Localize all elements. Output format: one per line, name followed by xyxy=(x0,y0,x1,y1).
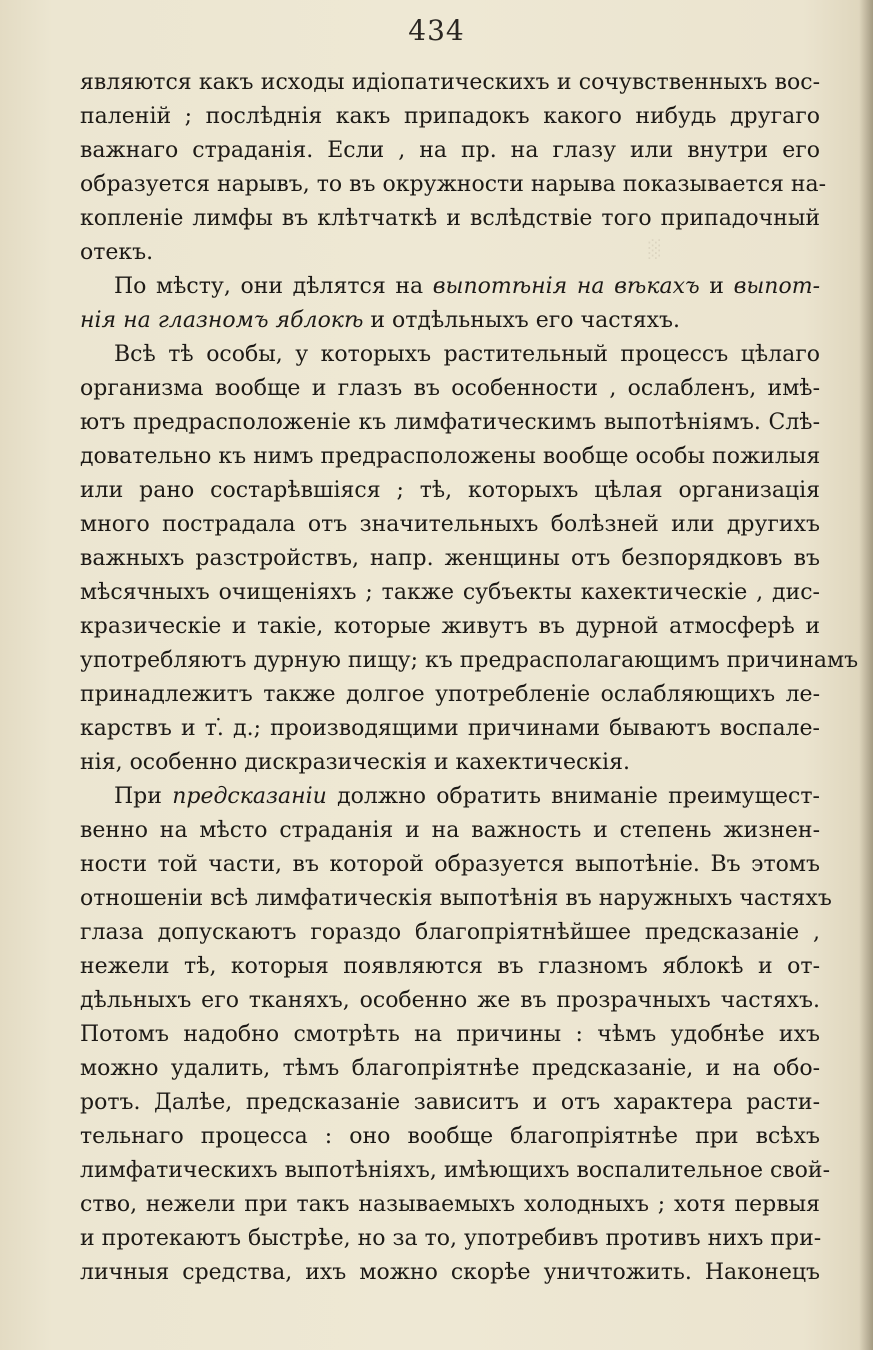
page-edge-shadow xyxy=(859,0,873,1350)
text-line: паленій ; послѣднія какъ припадокъ какого нибудь другаго xyxy=(80,104,820,129)
text-line: важныхъ разстройствъ, напр. женщины отъ безпорядковъ въ xyxy=(80,546,820,571)
text-line: и протекаютъ быстрѣе, но за то, употребивъ противъ нихъ при- xyxy=(80,1226,822,1251)
text-line xyxy=(80,270,820,304)
text-line: ности той части, въ которой образуется выпотѣніе. Въ этомъ xyxy=(80,852,820,877)
bleed-through: ░ xyxy=(646,240,660,260)
text-line: важнаго страданія. Если , на пр. на глазу или внутри его xyxy=(80,138,820,163)
text-line xyxy=(80,304,820,338)
text-line: можно удалить, тѣмъ благопріятнѣе предсказаніе, и на обо- xyxy=(80,1056,820,1081)
text-line: ютъ предрасположеніе къ лимфатическимъ выпотѣніямъ. Слѣ- xyxy=(80,410,820,435)
text-line: являются какъ исходы идіопатическихъ и сочувственныхъ вос- xyxy=(80,70,820,95)
text-line: нія, особенно дискразическія и кахектическія. xyxy=(80,750,630,775)
text-line: глаза допускаютъ гораздо благопріятнѣйшее предсказаніе , xyxy=(80,920,820,945)
text-run: При xyxy=(114,784,173,809)
text-line: лимфатическихъ выпотѣніяхъ, имѣющихъ воспалительное свой- xyxy=(80,1158,831,1183)
text-line: кразическіе и такіе, которые живутъ въ дурной атмосферѣ и xyxy=(80,614,820,639)
italic-term: выпот- xyxy=(733,274,821,299)
text-line: много пострадала отъ значительныхъ болѣзней или другихъ xyxy=(80,512,820,537)
text-line: организма вообще и глазъ въ особенности , ослабленъ, имѣ- xyxy=(80,376,820,401)
text-line: употребляютъ дурную пищу; къ предрасполагающимъ причинамъ xyxy=(80,648,859,673)
text-line: дѣльныхъ его тканяхъ, особенно же въ прозрачныхъ частяхъ. xyxy=(80,988,820,1013)
body-text xyxy=(80,66,859,1290)
text-line: Всѣ тѣ особы, у которыхъ растительный процессъ цѣлаго xyxy=(114,342,820,367)
text-line: копленіе лимфы въ клѣтчаткѣ и вслѣдствіе того припадочный xyxy=(80,206,820,231)
text-line: карствъ и т.̇ д.; производящими причинами бываютъ воспале- xyxy=(80,716,820,741)
text-line: отекъ. xyxy=(80,240,154,265)
text-run: и xyxy=(699,274,734,299)
text-line: довательно къ нимъ предрасположены вообще особы пожилыя xyxy=(80,444,821,469)
text-line: тельнаго процесса : оно вообще благопріятнѣе при всѣхъ xyxy=(80,1124,820,1149)
text-line: ротъ. Далѣе, предсказаніе зависитъ и отъ характера расти- xyxy=(80,1090,820,1115)
text-line: ство, нежели при такъ называемыхъ холодныхъ ; хотя первыя xyxy=(80,1192,820,1217)
text-line: личныя средства, ихъ можно скорѣе уничтожить. Наконецъ xyxy=(80,1260,820,1285)
text-line: или рано состарѣвшіяся ; тѣ, которыхъ цѣлая организація xyxy=(80,478,820,503)
text-line: отношеніи всѣ лимфатическія выпотѣнія въ наружныхъ частяхъ xyxy=(80,886,832,911)
text-line: венно на мѣсто страданія и на важность и степень жизнен- xyxy=(80,818,820,843)
text-run: По мѣсту, они дѣлятся на xyxy=(114,274,433,299)
italic-term: предсказаніи xyxy=(172,784,327,809)
text-line: образуется нарывъ, то въ окружности нарыва показывается на- xyxy=(80,172,827,197)
text-line: нежели тѣ, которыя появляются въ глазномъ яблокѣ и от- xyxy=(80,954,820,979)
text-run: и отдѣльныхъ его частяхъ. xyxy=(363,308,680,333)
text-line: Потомъ надобно смотрѣть на причины : чѣмъ удобнѣе ихъ xyxy=(80,1022,820,1047)
italic-term: выпотѣнія на вѣкахъ xyxy=(432,274,700,299)
text-run: должно обратить вниманіе преимущест- xyxy=(326,784,820,809)
text-line: мѣсячныхъ очищеніяхъ ; также субъекты кахектическіе , дис- xyxy=(80,580,820,605)
italic-term: нія на глазномъ яблокѣ xyxy=(80,308,364,333)
text-line xyxy=(80,780,820,814)
text-line: принадлежитъ также долгое употребленіе ослабляющихъ ле- xyxy=(80,682,820,707)
page-number: 434 xyxy=(408,14,465,47)
